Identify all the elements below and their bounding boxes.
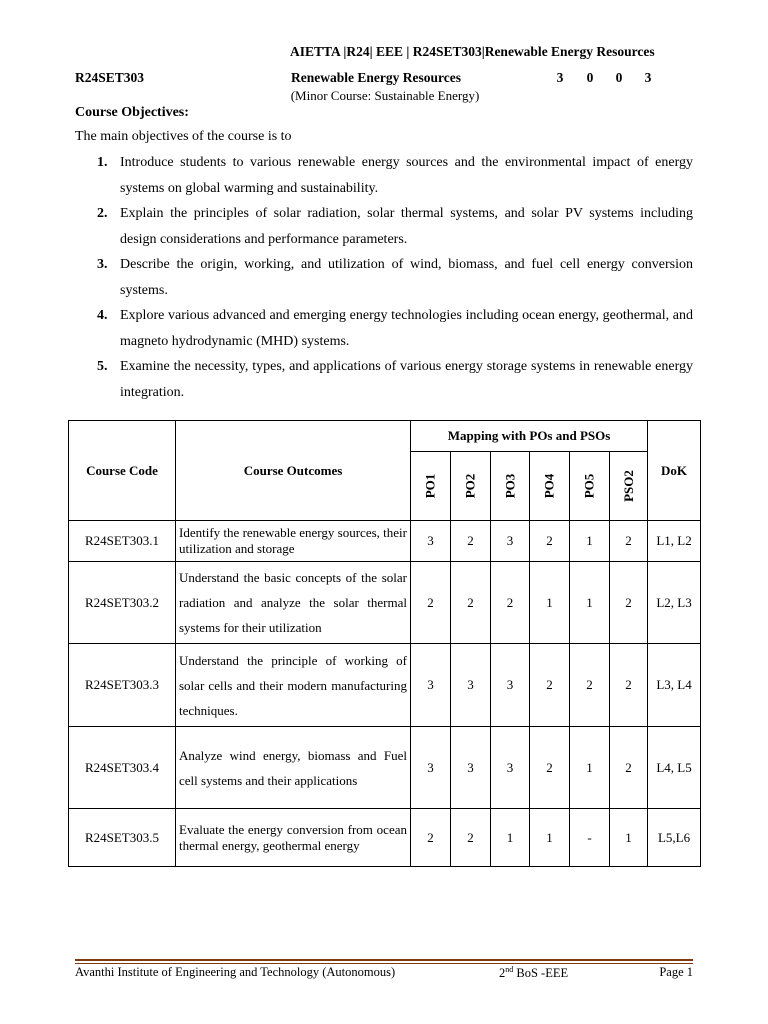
objective-item bbox=[75, 303, 693, 354]
objectives-intro: The main objectives of the course is to bbox=[75, 129, 292, 144]
po-value: 1 bbox=[570, 562, 610, 644]
dok-value: L2, L3 bbox=[648, 562, 701, 644]
objective-text: Examine the necessity, types, and applications of various energy storage systems in renewable energy integration. bbox=[120, 359, 693, 400]
po-value: 2 bbox=[530, 521, 570, 562]
page-footer bbox=[75, 965, 693, 983]
header-po3 bbox=[491, 452, 530, 521]
co-outcome: Identify the renewable energy sources, their utilization and storage bbox=[176, 521, 411, 562]
po-value: 2 bbox=[610, 727, 648, 809]
credit-tutorial: 0 bbox=[586, 70, 594, 85]
course-title: Renewable Energy Resources bbox=[291, 70, 461, 85]
header-dok: DoK bbox=[648, 421, 701, 521]
footer-bos-label: BoS -EEE bbox=[513, 966, 569, 981]
po-label: PO3 bbox=[502, 473, 517, 499]
course-subtitle: (Minor Course: Sustainable Energy) bbox=[290, 88, 480, 103]
po-value: 3 bbox=[451, 644, 491, 727]
po-value: 3 bbox=[411, 727, 451, 809]
co-po-mapping-table bbox=[68, 420, 701, 867]
objectives-list bbox=[75, 150, 693, 405]
footer-bos-number: 2 bbox=[499, 966, 506, 981]
co-code: R24SET303.5 bbox=[69, 809, 176, 867]
po-value: 3 bbox=[491, 521, 530, 562]
po-value: 2 bbox=[610, 562, 648, 644]
po-value: 2 bbox=[411, 809, 451, 867]
co-outcome: Understand the basic concepts of the solar radiation and analyze the solar thermal systems for their utilization bbox=[176, 562, 411, 644]
table-row bbox=[69, 562, 701, 644]
header-course-outcomes: Course Outcomes bbox=[176, 421, 411, 521]
running-header: AIETTA |R24| EEE | R24SET303|Renewable Energy Resources bbox=[290, 44, 655, 59]
dok-value: L3, L4 bbox=[648, 644, 701, 727]
table-row bbox=[69, 644, 701, 727]
po-value: 2 bbox=[610, 644, 648, 727]
footer-bos-suffix: nd bbox=[505, 965, 514, 974]
table-row bbox=[69, 727, 701, 809]
po-value: 1 bbox=[610, 809, 648, 867]
objective-number: 4. bbox=[97, 308, 108, 323]
po-value: 3 bbox=[491, 644, 530, 727]
footer-divider bbox=[75, 959, 693, 961]
po-value: 2 bbox=[491, 562, 530, 644]
credit-total: 3 bbox=[644, 70, 652, 85]
objective-item bbox=[75, 354, 693, 405]
table-row bbox=[69, 521, 701, 562]
objective-item bbox=[75, 201, 693, 252]
footer-page-number: Page 1 bbox=[659, 965, 693, 979]
co-outcome: Understand the principle of working of solar cells and their modern manufacturing techniques. bbox=[176, 644, 411, 727]
po-label: PO4 bbox=[541, 473, 557, 499]
dok-value: L5,L6 bbox=[648, 809, 701, 867]
po-label: PSO2 bbox=[620, 470, 636, 502]
po-value: 2 bbox=[570, 644, 610, 727]
po-value: 2 bbox=[451, 809, 491, 867]
dok-value: L4, L5 bbox=[648, 727, 701, 809]
co-outcome: Evaluate the energy conversion from ocean thermal energy, geothermal energy bbox=[176, 809, 411, 867]
po-label: PO5 bbox=[581, 473, 597, 499]
header-pso2 bbox=[610, 452, 648, 521]
po-value: 1 bbox=[530, 562, 570, 644]
credit-practical: 0 bbox=[615, 70, 623, 85]
credit-lecture: 3 bbox=[556, 70, 564, 85]
objective-number: 3. bbox=[97, 257, 108, 272]
objective-text: Introduce students to various renewable energy sources and the environmental impact of energy systems on global warming and sustainability. bbox=[120, 155, 693, 196]
objective-text: Explore various advanced and emerging energy technologies including ocean energy, geothermal, and magneto hydrodynamic (MHD) systems. bbox=[120, 308, 693, 349]
header-po5 bbox=[570, 452, 610, 521]
co-code: R24SET303.3 bbox=[69, 644, 176, 727]
po-value: 3 bbox=[411, 644, 451, 727]
po-value: 1 bbox=[491, 809, 530, 867]
po-value: 3 bbox=[491, 727, 530, 809]
course-code: R24SET303 bbox=[75, 70, 145, 85]
po-value: 2 bbox=[530, 727, 570, 809]
po-value: 2 bbox=[411, 562, 451, 644]
header-po4 bbox=[530, 452, 570, 521]
objectives-heading: Course Objectives: bbox=[75, 105, 189, 120]
header-course-code: Course Code bbox=[69, 421, 176, 521]
po-value: 2 bbox=[451, 562, 491, 644]
footer-institution: Avanthi Institute of Engineering and Technology (Autonomous) bbox=[75, 965, 396, 979]
footer-divider-thin bbox=[75, 963, 693, 964]
po-label: PO2 bbox=[462, 473, 478, 499]
po-value: 1 bbox=[570, 727, 610, 809]
objective-number: 1. bbox=[97, 155, 108, 170]
dok-value: L1, L2 bbox=[648, 521, 701, 562]
po-value: 2 bbox=[530, 644, 570, 727]
header-po2 bbox=[451, 452, 491, 521]
objective-item bbox=[75, 150, 693, 201]
course-title-row bbox=[75, 70, 695, 90]
po-value: 1 bbox=[570, 521, 610, 562]
objective-text: Explain the principles of solar radiation, solar thermal systems, and solar PV systems including design considerations and performance parameters. bbox=[120, 206, 693, 247]
footer-bos bbox=[499, 965, 568, 981]
header-po1 bbox=[411, 452, 451, 521]
objective-text: Describe the origin, working, and utilization of wind, biomass, and fuel cell energy conversion systems. bbox=[120, 257, 693, 298]
objective-number: 2. bbox=[97, 206, 108, 221]
table-row bbox=[69, 809, 701, 867]
po-value: 3 bbox=[411, 521, 451, 562]
co-code: R24SET303.1 bbox=[69, 521, 176, 562]
objective-number: 5. bbox=[97, 359, 108, 374]
po-value: 3 bbox=[451, 727, 491, 809]
po-value: - bbox=[570, 809, 610, 867]
co-outcome: Analyze wind energy, biomass and Fuel cell systems and their applications bbox=[176, 727, 411, 809]
co-code: R24SET303.2 bbox=[69, 562, 176, 644]
co-code: R24SET303.4 bbox=[69, 727, 176, 809]
po-value: 1 bbox=[530, 809, 570, 867]
po-value: 2 bbox=[451, 521, 491, 562]
po-label: PO1 bbox=[422, 473, 438, 499]
objective-item bbox=[75, 252, 693, 303]
po-value: 2 bbox=[610, 521, 648, 562]
header-mapping: Mapping with POs and PSOs bbox=[411, 421, 648, 452]
